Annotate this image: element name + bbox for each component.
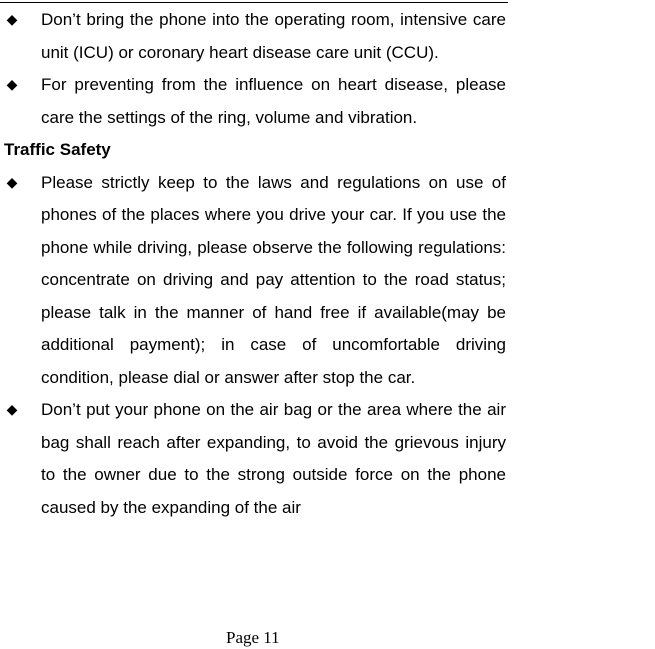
diamond-bullet-icon: ◆ [6,402,18,418]
page-number: Page 11 [226,628,280,647]
list-item-driving-laws [0,167,506,395]
document-body [0,4,506,524]
diamond-bullet-icon: ◆ [6,12,18,28]
diamond-bullet-icon: ◆ [6,77,18,93]
diamond-bullet-icon: ◆ [6,174,18,191]
list-item-operating-room [0,4,506,69]
list-item-text: For preventing from the influence on heart disease, please care the settings of the ring, volume and vibration. [41,75,506,127]
list-item-text: Please strictly keep to the laws and regulations on use of phones of the places where you drive your car. If you use the phone while driving, please observe the following regulations: concentrate on driving and pay attention to the road status; please talk in the manner of hand free if available(may be additional payment); in case of uncomfortable driving condition, please dial or answer after stop the car. [41,172,506,387]
list-item-air-bag [0,394,506,524]
list-item-text: Don’t put your phone on the air bag or the area where the air bag shall reach after expanding, to avoid the grievous injury to the owner due to the strong outside force on the phone caused by the expanding of the air [41,400,506,517]
list-item-heart-disease [0,69,506,134]
list-item-text: Don’t bring the phone into the operating room, intensive care unit (ICU) or coronary heart disease care unit (CCU). [41,10,506,62]
top-rule [0,2,508,3]
section-heading-traffic-safety: Traffic Safety [4,140,111,159]
